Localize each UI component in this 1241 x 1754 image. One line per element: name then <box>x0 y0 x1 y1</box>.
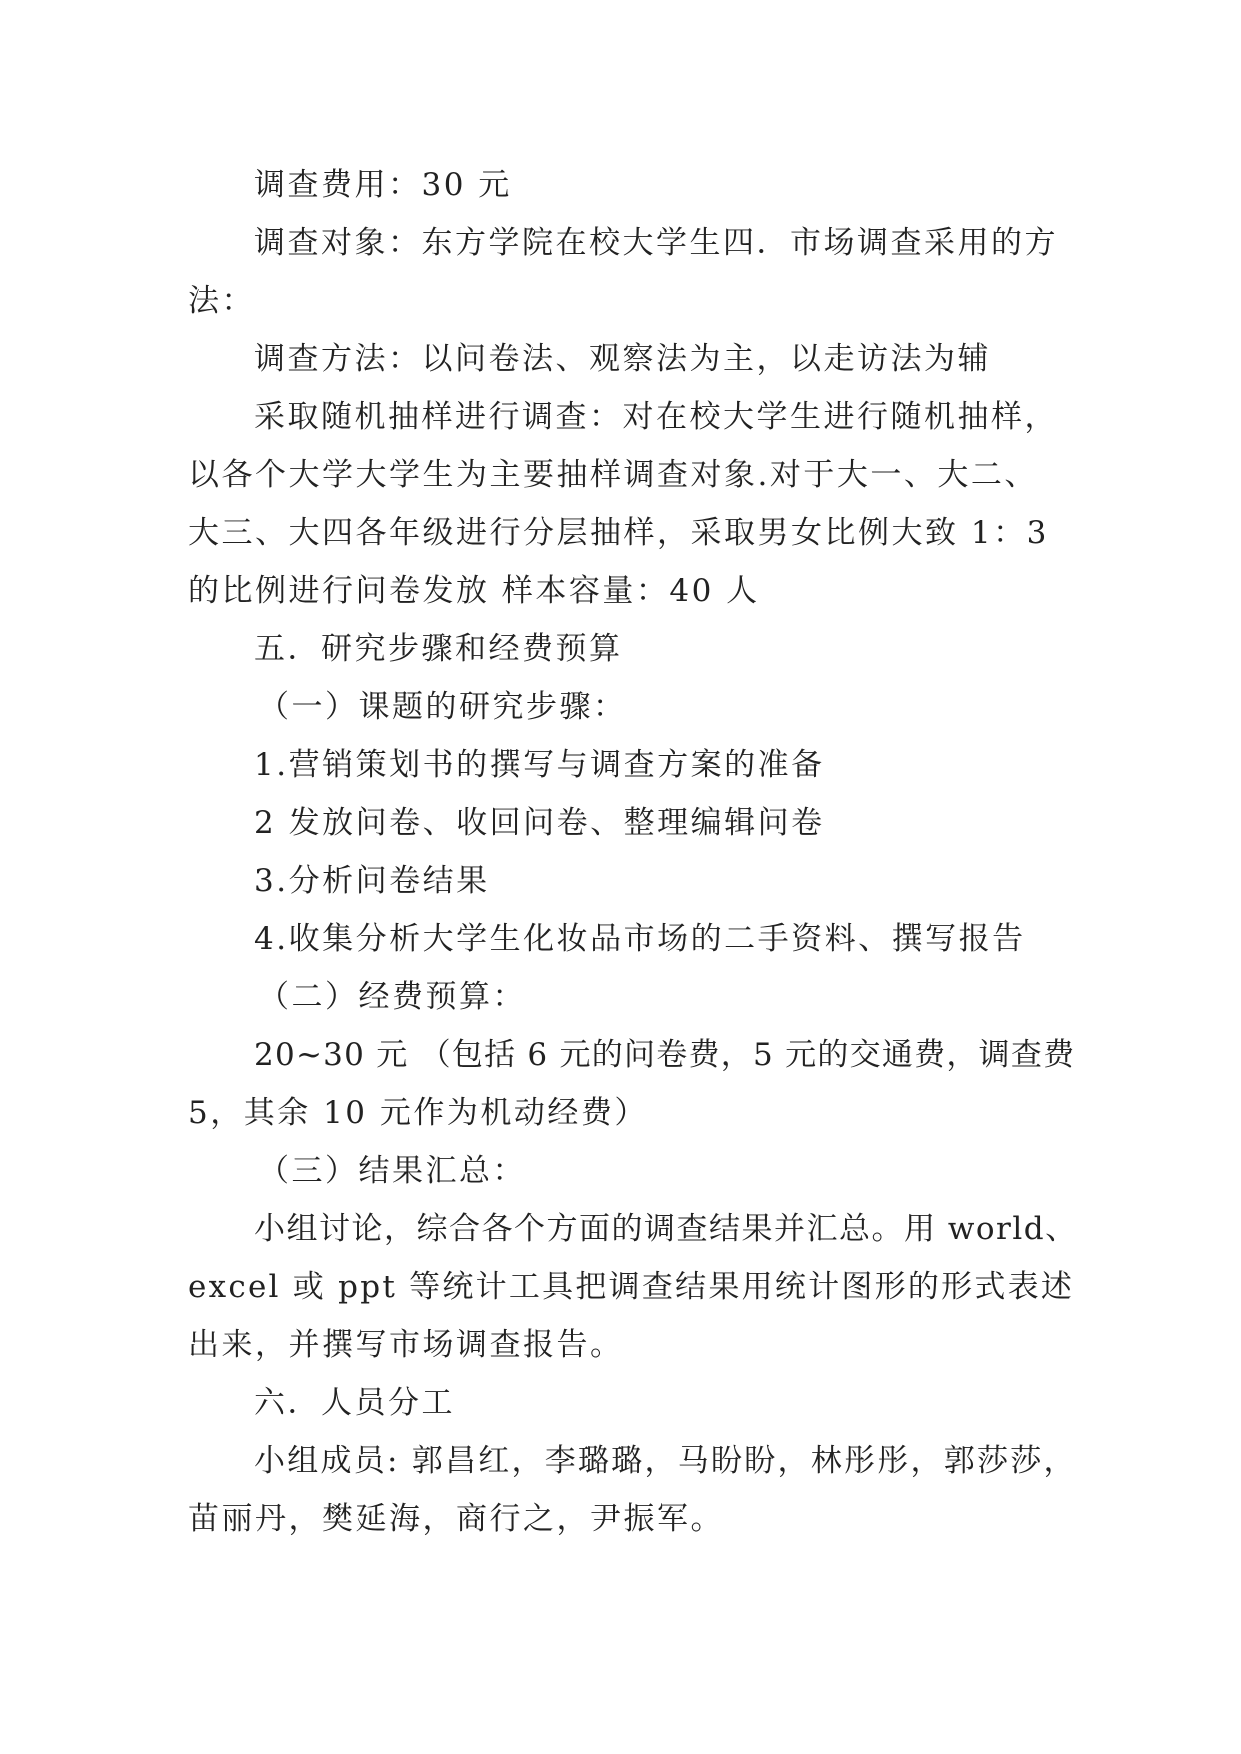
sampling-paragraph-line-1: 采取随机抽样进行调查：对在校大学生进行随机抽样， <box>254 399 1058 435</box>
sampling-paragraph-line-4: 的比例进行问卷发放 样本容量：40 人 <box>188 573 760 609</box>
step-item-3: 3.分析问卷结果 <box>254 863 490 899</box>
section-five-heading: 五．研究步骤和经费预算 <box>254 631 623 667</box>
step-item-1: 1.营销策划书的撰写与调查方案的准备 <box>254 747 825 783</box>
sampling-paragraph-line-3: 大三、大四各年级进行分层抽样，采取男女比例大致 1：3 <box>188 515 1049 551</box>
section-six-heading: 六．人员分工 <box>254 1385 455 1421</box>
step-item-2: 2 发放问卷、收回问卷、整理编辑问卷 <box>254 805 825 841</box>
budget-paragraph-line-2: 5，其余 10 元作为机动经费） <box>188 1095 648 1131</box>
step-item-4: 4.收集分析大学生化妆品市场的二手资料、撰写报告 <box>254 921 1026 957</box>
summary-paragraph-line-2: excel 或 ppt 等统计工具把调查结果用统计图形的形式表述 <box>188 1269 1075 1305</box>
summary-paragraph-line-1: 小组讨论，综合各个方面的调查结果并汇总。用 world、 <box>254 1211 1078 1247</box>
subsection-research-steps: （一）课题的研究步骤： <box>258 689 627 725</box>
survey-method-line: 调查方法：以问卷法、观察法为主，以走访法为辅 <box>254 341 991 377</box>
survey-target-line: 调查对象：东方学院在校大学生四．市场调查采用的方 <box>254 225 1058 261</box>
members-paragraph-line-1: 小组成员: 郭昌红，李璐璐，马盼盼，林彤彤，郭莎莎， <box>254 1443 1077 1479</box>
survey-cost-line: 调查费用：30 元 <box>254 167 512 203</box>
subsection-summary: （三）结果汇总： <box>258 1153 526 1189</box>
subsection-budget: （二）经费预算： <box>258 979 526 1015</box>
sampling-paragraph-line-2: 以各个大学大学生为主要抽样调查对象.对于大一、大二、 <box>188 457 1038 493</box>
summary-paragraph-line-3: 出来，并撰写市场调查报告。 <box>188 1327 624 1363</box>
members-paragraph-line-2: 苗丽丹，樊延海，商行之，尹振军。 <box>188 1501 724 1537</box>
budget-paragraph-line-1: 20~30 元 （包括 6 元的问卷费，5 元的交通费，调查费 <box>254 1037 1076 1073</box>
survey-target-line-cont: 法： <box>188 283 255 319</box>
